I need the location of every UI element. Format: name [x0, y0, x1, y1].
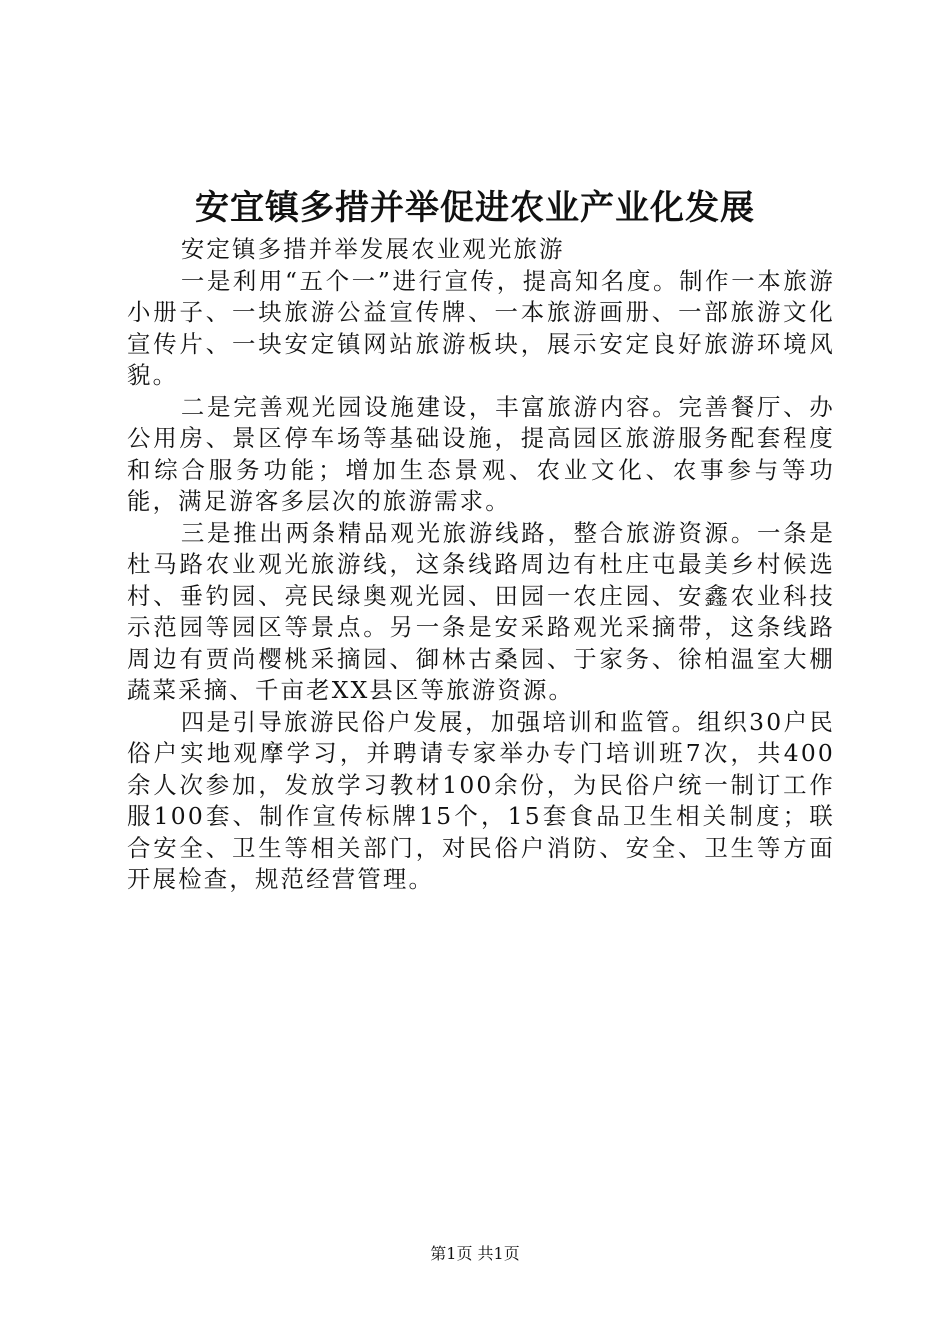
page-footer: 第1页 共1页 [430, 1244, 520, 1263]
body-paragraph-1: 一是利用“五个一”进行宣传，提高知名度。制作一本旅游小册子、一块旅游公益宣传牌、一本旅游画册、一部旅游文化宣传片、一块安定镇网站旅游板块，展示安定良好旅游环境风貌。 [127, 266, 835, 389]
subtitle-paragraph: 安定镇多措并举发展农业观光旅游 [180, 235, 565, 263]
document-body [127, 234, 835, 896]
body-paragraph-2: 二是完善观光园设施建设，丰富旅游内容。完善餐厅、办公用房、景区停车场等基础设施，提高园区旅游服务配套程度和综合服务功能；增加生态景观、农业文化、农事参与等功能，满足游客多层次的旅游需求。 [127, 392, 835, 515]
document-title: 安宜镇多措并举促进农业产业化发展 [195, 188, 755, 228]
body-paragraph-4: 四是引导旅游民俗户发展，加强培训和监管。组织30户民俗户实地观摩学习，并聘请专家举办专门培训班7次，共400余人次参加，发放学习教材100余份，为民俗户统一制订工作服100套、制作宣传标牌15个，15套食品卫生相关制度；联合安全、卫生等相关部门，对民俗户消防、安全、卫生等方面开展检查，规范经营管理。 [127, 707, 835, 893]
body-paragraph-3: 三是推出两条精品观光旅游线路，整合旅游资源。一条是杜马路农业观光旅游线，这条线路周边有杜庄屯最美乡村候选村、垂钓园、亮民绿奥观光园、田园一农庄园、安鑫农业科技示范园等园区等景点。另一条是安采路观光采摘带，这条线路周边有贾尚樱桃采摘园、御林古桑园、于家务、徐柏温室大棚蔬菜采摘、千亩老XX县区等旅游资源。 [127, 518, 835, 704]
